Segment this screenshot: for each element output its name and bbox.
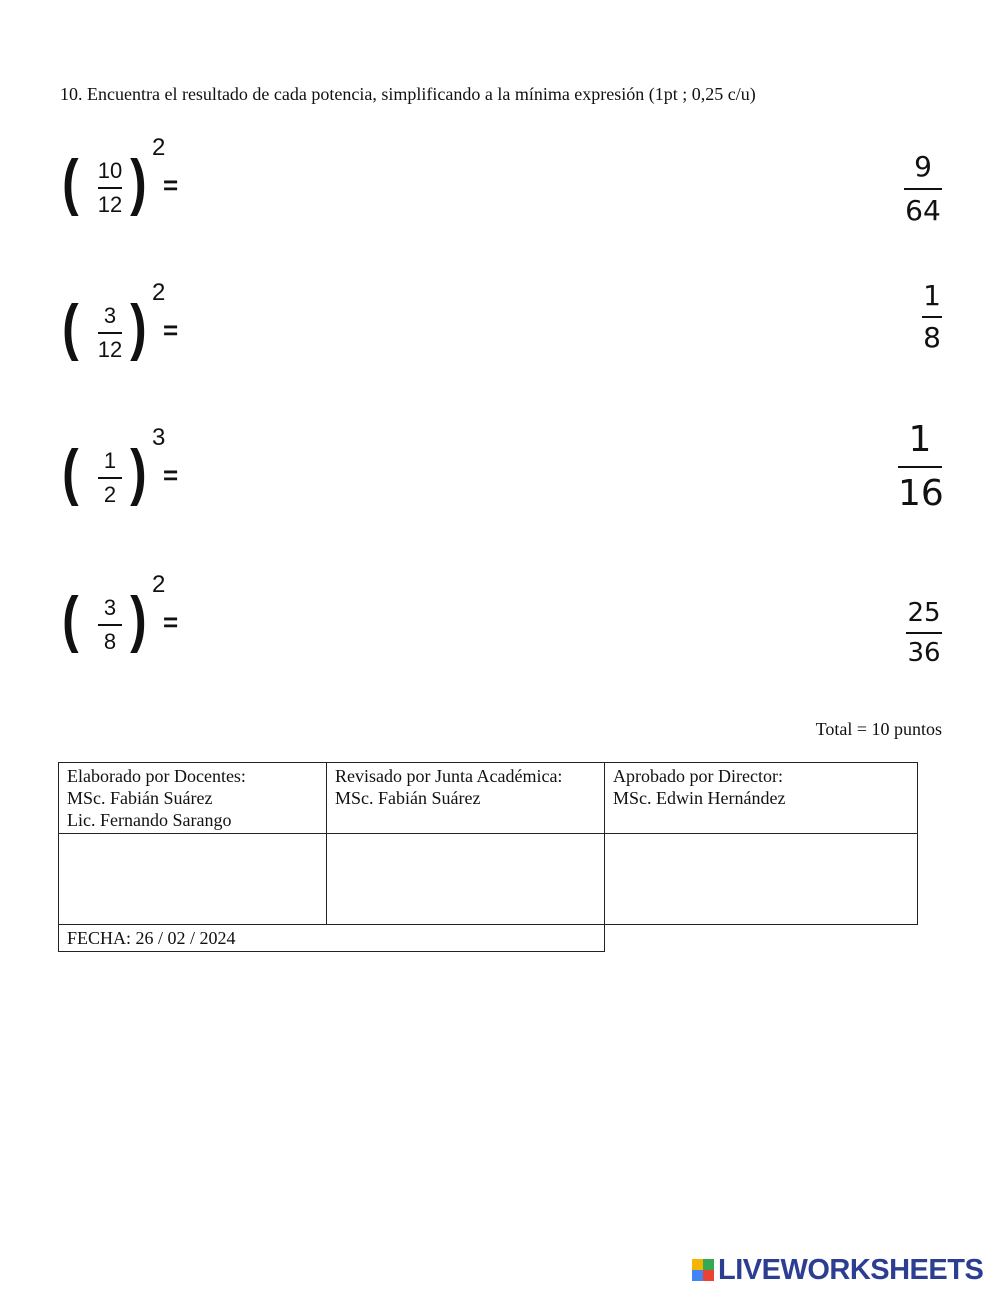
elaborado-cell <box>59 763 327 834</box>
left-parenthesis: ( <box>62 585 79 654</box>
fraction-bar <box>898 466 942 468</box>
answer-denominator: 16 <box>898 473 944 514</box>
fraction-numerator: 3 <box>103 595 117 620</box>
left-parenthesis: ( <box>62 148 79 217</box>
exponent: 2 <box>152 134 166 161</box>
base-fraction <box>92 448 128 508</box>
empty-cell <box>605 925 918 952</box>
answer-numerator: 1 <box>908 419 932 460</box>
instruction-text: 10. Encuentra el resultado de cada potencia, simplificando a la mínima expresión (1pt ; 0,25 c/u) <box>60 84 756 104</box>
fraction-bar <box>98 187 122 189</box>
exponent: 3 <box>152 424 166 451</box>
signature-box-aprobado <box>605 834 918 925</box>
liveworksheets-logo-icon <box>692 1259 714 1281</box>
fraction-denominator: 12 <box>97 337 123 362</box>
elaborado-title: Elaborado por Docentes: <box>67 766 246 786</box>
aprobado-name: MSc. Edwin Hernández <box>613 788 786 808</box>
fraction-numerator: 3 <box>103 303 117 328</box>
revisado-name: MSc. Fabián Suárez <box>335 788 481 808</box>
aprobado-title: Aprobado por Director: <box>613 766 783 786</box>
base-fraction <box>92 595 128 655</box>
power-expression-4 <box>60 571 220 677</box>
base-fraction <box>92 303 128 363</box>
elaborado-name-2: Lic. Fernando Sarango <box>67 810 232 830</box>
fraction-bar <box>98 332 122 334</box>
fraction-denominator: 2 <box>103 482 117 507</box>
answer-denominator: 36 <box>907 638 941 668</box>
fraction-bar <box>922 316 942 318</box>
equals-sign: = <box>163 607 179 637</box>
right-parenthesis: ) <box>130 585 147 654</box>
left-parenthesis: ( <box>62 293 79 362</box>
answer-numerator: 1 <box>923 279 941 312</box>
revisado-title: Revisado por Junta Académica: <box>335 766 563 786</box>
fraction-numerator: 10 <box>97 158 123 183</box>
right-parenthesis: ) <box>130 293 147 362</box>
total-points: Total = 10 puntos <box>815 719 942 739</box>
fraction-bar <box>906 632 942 634</box>
power-expression-2 <box>60 279 220 385</box>
fraction-bar <box>904 188 942 190</box>
signature-box-revisado <box>327 834 605 925</box>
fecha-cell: FECHA: 26 / 02 / 2024 <box>59 925 605 952</box>
fraction-bar <box>98 624 122 626</box>
answer-denominator: 8 <box>923 321 941 354</box>
liveworksheets-logo-text: LIVEWORKSHEETS <box>718 1253 984 1286</box>
answer-denominator: 64 <box>905 194 941 227</box>
signature-box-elaborado <box>59 834 327 925</box>
fraction-numerator: 1 <box>103 448 117 473</box>
left-parenthesis: ( <box>62 438 79 507</box>
equals-sign: = <box>163 460 179 490</box>
aprobado-cell <box>605 763 918 834</box>
power-expression-3 <box>60 424 220 530</box>
answer-numerator: 9 <box>914 150 932 183</box>
equals-sign: = <box>163 315 179 345</box>
liveworksheets-logo <box>692 1254 983 1286</box>
signature-table <box>58 762 918 952</box>
equals-sign: = <box>163 170 179 200</box>
answer-fraction-3[interactable] <box>898 418 942 516</box>
exponent: 2 <box>152 571 166 598</box>
answer-fraction-4[interactable] <box>906 598 942 668</box>
power-expression-1 <box>60 134 220 240</box>
revisado-cell <box>327 763 605 834</box>
answer-fraction-2[interactable] <box>922 280 942 354</box>
right-parenthesis: ) <box>130 148 147 217</box>
elaborado-name-1: MSc. Fabián Suárez <box>67 788 213 808</box>
fraction-denominator: 8 <box>103 629 117 654</box>
right-parenthesis: ) <box>130 438 147 507</box>
fraction-denominator: 12 <box>97 192 123 217</box>
base-fraction <box>92 158 128 218</box>
fraction-bar <box>98 477 122 479</box>
answer-fraction-1[interactable] <box>904 150 942 228</box>
answer-numerator: 25 <box>907 598 941 628</box>
exponent: 2 <box>152 279 166 306</box>
